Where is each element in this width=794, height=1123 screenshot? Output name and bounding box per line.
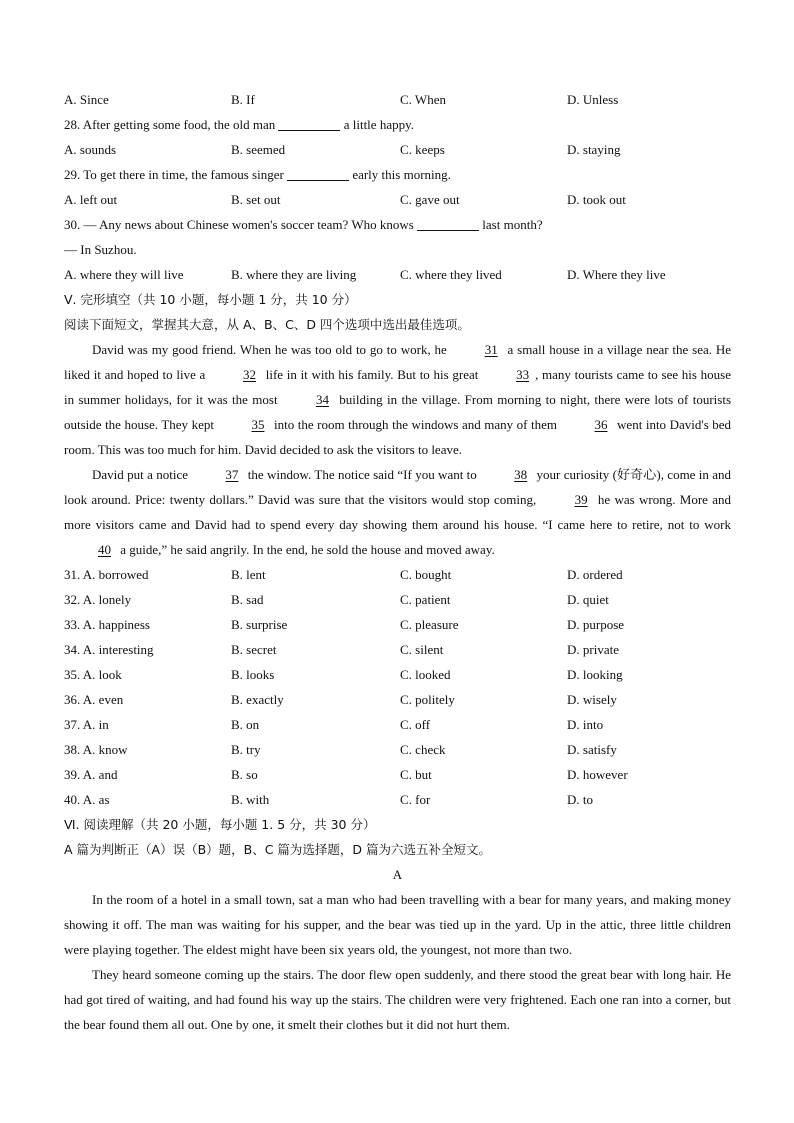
options-37: 37. A. in B. on C. off D. into xyxy=(64,717,604,732)
options-33: 33. A. happiness B. surprise C. pleasure D. purpose xyxy=(64,617,625,632)
blank-40: 40 xyxy=(98,542,111,557)
passage-a-paragraph-1: In the room of a hotel in a small town, sat a man who had been travelling with a bear for many years, and making money showing it off. The man was waiting for his supper, and the bear was tied up in the yard. Up in the attic, three little children were playing together. The eldest might have been six years old, the youngest, not more than two. xyxy=(64,892,731,957)
answer-blank xyxy=(278,116,340,131)
exam-page xyxy=(64,87,731,1037)
option-d: D. Where they live xyxy=(567,267,666,282)
section-5-instruction: 阅读下面短文，掌握其大意，从 A、B、C、D 四个选项中选出最佳选项。 xyxy=(64,317,470,332)
option-c: C. keeps xyxy=(400,142,445,157)
options-31: 31. A. borrowed B. lent C. bought D. ordered xyxy=(64,567,623,582)
option-a: A. sounds xyxy=(64,142,117,157)
blank-34: 34 xyxy=(315,392,329,407)
options-35: 35. A. look B. looks C. looked D. looking xyxy=(64,667,623,682)
option-b: B. seemed xyxy=(231,142,286,157)
question-29: 29. To get there in time, the famous singer early this morning. xyxy=(64,167,451,182)
q27-options xyxy=(64,87,731,112)
blank-31: 31 xyxy=(484,342,498,357)
question-28: 28. After getting some food, the old man a little happy. xyxy=(64,117,414,132)
option-a: A. Since xyxy=(64,92,109,107)
options-34: 34. A. interesting B. secret C. silent D. private xyxy=(64,642,619,657)
passage-a-paragraph-2: They heard someone coming up the stairs. The door flew open suddenly, and there stood the great bear with long hair. He had got tired of waiting, and had found his way up the stairs. The children were very frightened. Each one ran into a corner, but the bear found them all out. One by one, it smelt their clothes but it did not hurt them. xyxy=(64,967,731,1032)
option-c: C. When xyxy=(400,92,446,107)
options-38: 38. A. know B. try C. check D. satisfy xyxy=(64,742,617,757)
q30-options xyxy=(64,262,731,287)
section-6-instruction: A 篇为判断正（A）误（B）题，B、C 篇为选择题，D 篇为六选五补全短文。 xyxy=(64,842,492,857)
section-6-title: Ⅵ. 阅读理解（共 20 小题，每小题 1. 5 分，共 30 分） xyxy=(64,817,376,832)
question-30-answer: — In Suzhou. xyxy=(64,242,137,257)
blank-39: 39 xyxy=(574,492,588,507)
option-b: B. If xyxy=(231,92,255,107)
cloze-paragraph-2: David put a notice 37 the window. The notice said “If you want to 38 your curiosity (好奇心), come in and look around. Price: twenty dollars.” David was sure that the visitors would stop coming, 39 he was wrong. More and more visitors came and David had to spend every day showing them around his house. “I came here to retire, not to work 40 a guide,” he said angrily. In the end, he sold the house and moved away. xyxy=(64,462,731,562)
blank-33: 33 xyxy=(516,367,530,382)
blank-36: 36 xyxy=(594,417,608,432)
answer-blank xyxy=(287,166,349,181)
blank-32: 32 xyxy=(243,367,257,382)
option-b: B. where they are living xyxy=(231,267,357,282)
option-a: A. left out xyxy=(64,192,118,207)
options-40: 40. A. as B. with C. for D. to xyxy=(64,792,593,807)
blank-38: 38 xyxy=(514,467,528,482)
option-d: D. staying xyxy=(567,142,621,157)
cloze-paragraph-1: David was my good friend. When he was too old to go to work, he 31 a small house in a village near the sea. He liked it and hoped to live a 32 life in it with his family. But to his great 33 , many tourists came to see his house in summer holidays, for it was the most 34 building in the village. From morning to night, there were lots of tourists outside the house. They kept 35 into the room through the windows and many of them 36 went into David's bed room. This was too much for him. David decided to ask the visitors to leave. xyxy=(64,337,731,462)
blank-35: 35 xyxy=(251,417,265,432)
option-b: B. set out xyxy=(231,192,281,207)
option-c: C. gave out xyxy=(400,192,460,207)
option-c: C. where they lived xyxy=(400,267,502,282)
section-5-title: Ⅴ. 完形填空（共 10 小题，每小题 1 分，共 10 分） xyxy=(64,292,357,307)
q28-options xyxy=(64,137,731,162)
passage-a-label: A xyxy=(392,867,403,882)
options-36: 36. A. even B. exactly C. politely D. wisely xyxy=(64,692,617,707)
option-d: D. took out xyxy=(567,192,626,207)
blank-37: 37 xyxy=(225,467,239,482)
options-39: 39. A. and B. so C. but D. however xyxy=(64,767,628,782)
q29-options xyxy=(64,187,731,212)
question-30: 30. — Any news about Chinese women's soccer team? Who knows last month? xyxy=(64,217,543,232)
option-a: A. where they will live xyxy=(64,267,184,282)
answer-blank xyxy=(417,216,479,231)
options-32: 32. A. lonely B. sad C. patient D. quiet xyxy=(64,592,609,607)
option-d: D. Unless xyxy=(567,92,619,107)
